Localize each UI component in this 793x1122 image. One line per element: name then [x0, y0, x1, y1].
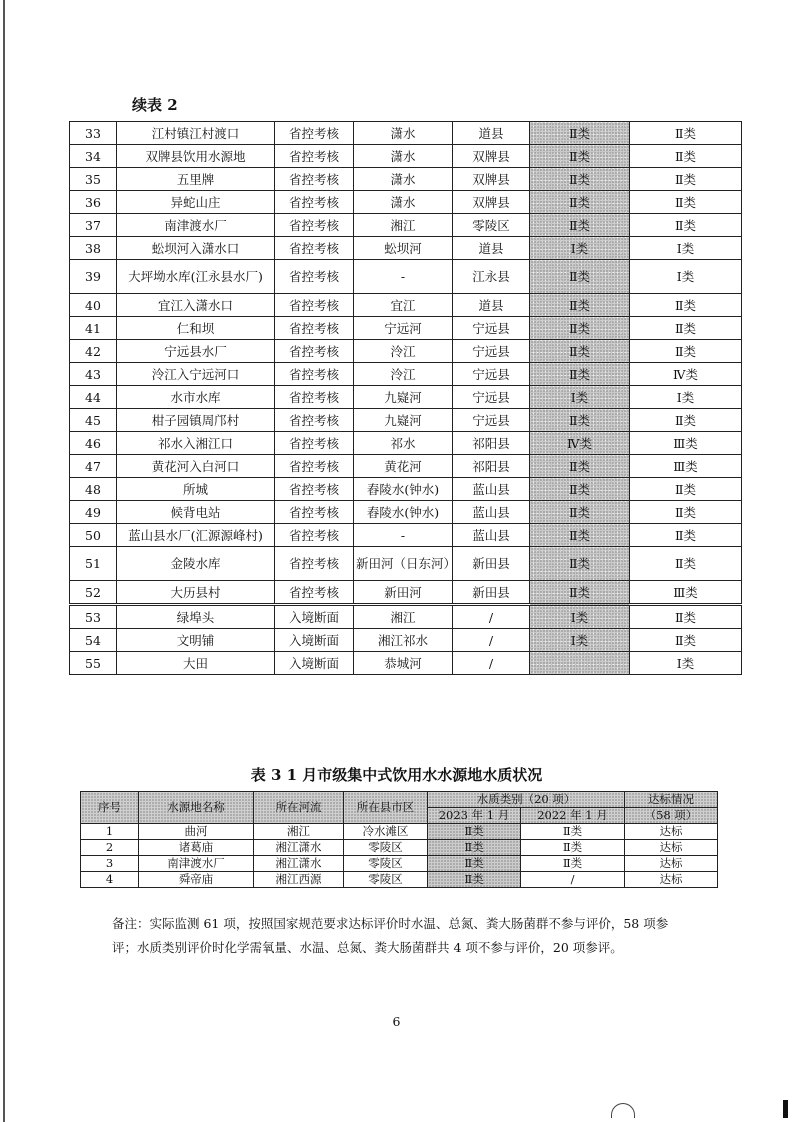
section-name-cell: 南津渡水厂 [117, 214, 275, 237]
section-name-cell: 蓝山县水厂(汇源源峰村) [117, 524, 275, 547]
row-number-cell: 4 [81, 872, 139, 888]
section-name-cell: 蚣坝河入潇水口 [117, 237, 275, 260]
county-cell: 祁阳县 [453, 432, 530, 455]
header-2023: 2023 年 1 月 [428, 808, 521, 824]
river-cell: 湘江 [254, 824, 344, 840]
table3-body [81, 824, 718, 888]
class-2022-cell: Ⅱ类 [521, 856, 625, 872]
section-name-cell: 江村镇江村渡口 [117, 122, 275, 145]
row-number-cell: 3 [81, 856, 139, 872]
class-2023-cell: Ⅱ类 [530, 191, 630, 214]
river-cell: 黄花河 [354, 455, 453, 478]
county-cell: 双牌县 [453, 191, 530, 214]
section-type-cell: 省控考核 [275, 524, 354, 547]
class-2023-cell: Ⅱ类 [530, 478, 630, 501]
table3-title: 表 3 1 月市级集中式饮用水水源地水质状况 [250, 766, 543, 784]
class-2022-cell: Ⅱ类 [630, 605, 742, 629]
table-row [70, 386, 742, 409]
county-cell: 双牌县 [453, 145, 530, 168]
class-2023-cell: Ⅰ类 [530, 605, 630, 629]
section-name-cell: 所城 [117, 478, 275, 501]
class-2023-cell: Ⅱ类 [530, 581, 630, 605]
county-cell: 宁远县 [453, 386, 530, 409]
section-name-cell: 柑子园镇周邝村 [117, 409, 275, 432]
table-row [70, 652, 742, 675]
table-row [70, 122, 742, 145]
section-type-cell: 省控考核 [275, 478, 354, 501]
county-cell: / [453, 652, 530, 675]
table-row [70, 214, 742, 237]
river-cell: 潇水 [354, 122, 453, 145]
header-river: 所在河流 [254, 792, 344, 824]
class-2023-cell: Ⅱ类 [530, 547, 630, 581]
row-number-cell: 36 [70, 191, 117, 214]
table-row [70, 547, 742, 581]
county-cell: 新田县 [453, 581, 530, 605]
river-cell: - [354, 260, 453, 294]
river-cell: 泠江 [354, 363, 453, 386]
class-2022-cell: Ⅲ类 [630, 432, 742, 455]
class-2023-cell: Ⅱ类 [428, 856, 521, 872]
section-name-cell: 绿埠头 [117, 605, 275, 629]
class-2022-cell: Ⅱ类 [521, 824, 625, 840]
county-cell: 蓝山县 [453, 501, 530, 524]
county-cell: 冷水滩区 [344, 824, 428, 840]
compliance-cell: 达标 [625, 840, 718, 856]
row-number-cell: 47 [70, 455, 117, 478]
class-2022-cell: Ⅱ类 [630, 409, 742, 432]
section-name-cell: 仁和坝 [117, 317, 275, 340]
county-cell: 零陵区 [344, 856, 428, 872]
class-2023-cell: Ⅱ类 [530, 317, 630, 340]
class-2022-cell: Ⅱ类 [630, 191, 742, 214]
continued-table-title: 续表 2 [132, 96, 178, 114]
class-2023-cell: Ⅱ类 [530, 501, 630, 524]
class-2022-cell: Ⅰ类 [630, 260, 742, 294]
class-2023-cell: Ⅱ类 [428, 824, 521, 840]
table-row [70, 260, 742, 294]
section-type-cell: 省控考核 [275, 455, 354, 478]
section-name-cell: 大田 [117, 652, 275, 675]
header-2022: 2022 年 1 月 [521, 808, 625, 824]
class-2023-cell: Ⅱ类 [530, 122, 630, 145]
river-cell: 湘江 [354, 605, 453, 629]
class-2023-cell: Ⅱ类 [530, 363, 630, 386]
county-cell: 宁远县 [453, 363, 530, 386]
section-type-cell: 省控考核 [275, 409, 354, 432]
class-2023-cell: Ⅱ类 [530, 260, 630, 294]
row-number-cell: 49 [70, 501, 117, 524]
section-type-cell: 入境断面 [275, 605, 354, 629]
section-name-cell: 宁远县水厂 [117, 340, 275, 363]
scan-corner-mark [783, 1100, 788, 1118]
header-compliance-group: 达标情况 [625, 792, 718, 808]
river-cell: 祁水 [354, 432, 453, 455]
county-cell: / [453, 605, 530, 629]
county-cell: 道县 [453, 237, 530, 260]
page-number: 6 [392, 1014, 401, 1029]
class-2023-cell: Ⅱ类 [428, 840, 521, 856]
river-cell: 湘江西源 [254, 872, 344, 888]
section-type-cell: 省控考核 [275, 214, 354, 237]
row-number-cell: 39 [70, 260, 117, 294]
source-name-cell: 诸葛庙 [139, 840, 254, 856]
class-2022-cell: Ⅱ类 [630, 294, 742, 317]
row-number-cell: 34 [70, 145, 117, 168]
class-2023-cell: Ⅱ类 [530, 145, 630, 168]
class-2023-cell [530, 652, 630, 675]
section-type-cell: 省控考核 [275, 168, 354, 191]
table-row [70, 581, 742, 605]
water-quality-table-continued [69, 121, 742, 675]
county-cell: 蓝山县 [453, 478, 530, 501]
table2-body [70, 122, 742, 675]
class-2022-cell: Ⅱ类 [630, 547, 742, 581]
table-row [81, 824, 718, 840]
class-2022-cell: Ⅱ类 [630, 524, 742, 547]
table-row [70, 237, 742, 260]
section-type-cell: 省控考核 [275, 386, 354, 409]
row-number-cell: 50 [70, 524, 117, 547]
river-cell: 九嶷河 [354, 409, 453, 432]
row-number-cell: 2 [81, 840, 139, 856]
section-name-cell: 大坪坳水库(江永县水厂) [117, 260, 275, 294]
river-cell: 潇水 [354, 191, 453, 214]
scan-left-edge [3, 0, 5, 1122]
source-name-cell: 南津渡水厂 [139, 856, 254, 872]
class-2022-cell: Ⅱ类 [630, 122, 742, 145]
row-number-cell: 43 [70, 363, 117, 386]
class-2022-cell: Ⅱ类 [630, 168, 742, 191]
county-cell: 零陵区 [344, 872, 428, 888]
county-cell: 零陵区 [344, 840, 428, 856]
section-name-cell: 金陵水库 [117, 547, 275, 581]
section-type-cell: 省控考核 [275, 145, 354, 168]
section-name-cell: 泠江入宁远河口 [117, 363, 275, 386]
county-cell: / [453, 629, 530, 652]
table-row [70, 145, 742, 168]
county-cell: 道县 [453, 294, 530, 317]
section-type-cell: 省控考核 [275, 294, 354, 317]
table-row [70, 605, 742, 629]
row-number-cell: 52 [70, 581, 117, 605]
row-number-cell: 46 [70, 432, 117, 455]
class-2022-cell: Ⅲ类 [630, 581, 742, 605]
class-2022-cell: Ⅰ类 [630, 386, 742, 409]
row-number-cell: 37 [70, 214, 117, 237]
river-cell: 潇水 [354, 168, 453, 191]
table-row [70, 191, 742, 214]
table-row [81, 856, 718, 872]
table-row [70, 501, 742, 524]
table-row [70, 455, 742, 478]
table-row [70, 340, 742, 363]
scan-mark [611, 1103, 635, 1118]
compliance-cell: 达标 [625, 872, 718, 888]
class-2023-cell: Ⅱ类 [530, 524, 630, 547]
compliance-cell: 达标 [625, 856, 718, 872]
class-2022-cell: Ⅱ类 [630, 340, 742, 363]
table-row [81, 872, 718, 888]
class-2022-cell: Ⅰ类 [630, 652, 742, 675]
header-source: 水源地名称 [139, 792, 254, 824]
class-2023-cell: Ⅱ类 [428, 872, 521, 888]
row-number-cell: 54 [70, 629, 117, 652]
table-row [70, 629, 742, 652]
section-type-cell: 省控考核 [275, 122, 354, 145]
section-type-cell: 省控考核 [275, 363, 354, 386]
section-name-cell: 大历县村 [117, 581, 275, 605]
row-number-cell: 40 [70, 294, 117, 317]
class-2022-cell: Ⅱ类 [630, 501, 742, 524]
class-2023-cell: Ⅱ类 [530, 409, 630, 432]
section-type-cell: 省控考核 [275, 340, 354, 363]
section-type-cell: 省控考核 [275, 260, 354, 294]
table-row [70, 432, 742, 455]
row-number-cell: 44 [70, 386, 117, 409]
row-number-cell: 1 [81, 824, 139, 840]
class-2023-cell: Ⅳ类 [530, 432, 630, 455]
table-row [70, 524, 742, 547]
river-cell: 宜江 [354, 294, 453, 317]
class-2022-cell: Ⅱ类 [630, 629, 742, 652]
source-name-cell: 舜帝庙 [139, 872, 254, 888]
row-number-cell: 48 [70, 478, 117, 501]
river-cell: 新田河 [354, 581, 453, 605]
section-name-cell: 宜江入潇水口 [117, 294, 275, 317]
class-2022-cell: Ⅱ类 [521, 840, 625, 856]
row-number-cell: 33 [70, 122, 117, 145]
section-type-cell: 省控考核 [275, 501, 354, 524]
row-number-cell: 38 [70, 237, 117, 260]
row-number-cell: 53 [70, 605, 117, 629]
section-name-cell: 水市水库 [117, 386, 275, 409]
county-cell: 蓝山县 [453, 524, 530, 547]
county-cell: 道县 [453, 122, 530, 145]
section-name-cell: 文明铺 [117, 629, 275, 652]
class-2022-cell: Ⅱ类 [630, 478, 742, 501]
section-name-cell: 黄花河入白河口 [117, 455, 275, 478]
class-2022-cell: Ⅰ类 [630, 237, 742, 260]
table-row [70, 363, 742, 386]
class-2023-cell: Ⅰ类 [530, 629, 630, 652]
section-type-cell: 入境断面 [275, 629, 354, 652]
class-2022-cell: Ⅱ类 [630, 317, 742, 340]
river-cell: 湘江 [354, 214, 453, 237]
river-cell: 湘江祁水 [354, 629, 453, 652]
drinking-water-source-table [80, 791, 718, 888]
river-cell: 九嶷河 [354, 386, 453, 409]
header-class-group: 水质类别（20 项） [428, 792, 625, 808]
row-number-cell: 41 [70, 317, 117, 340]
table-row [81, 840, 718, 856]
row-number-cell: 45 [70, 409, 117, 432]
section-type-cell: 省控考核 [275, 547, 354, 581]
section-type-cell: 入境断面 [275, 652, 354, 675]
county-cell: 宁远县 [453, 317, 530, 340]
section-name-cell: 候背电站 [117, 501, 275, 524]
row-number-cell: 51 [70, 547, 117, 581]
river-cell: 恭城河 [354, 652, 453, 675]
river-cell: 舂陵水(钟水) [354, 478, 453, 501]
class-2023-cell: Ⅱ类 [530, 168, 630, 191]
section-name-cell: 异蛇山庄 [117, 191, 275, 214]
section-name-cell: 祁水入湘江口 [117, 432, 275, 455]
county-cell: 江永县 [453, 260, 530, 294]
table-row [70, 317, 742, 340]
table3-header-row-1 [81, 792, 718, 808]
river-cell: 舂陵水(钟水) [354, 501, 453, 524]
class-2023-cell: Ⅰ类 [530, 386, 630, 409]
row-number-cell: 55 [70, 652, 117, 675]
county-cell: 零陵区 [453, 214, 530, 237]
row-number-cell: 42 [70, 340, 117, 363]
header-no: 序号 [81, 792, 139, 824]
river-cell: 湘江潇水 [254, 840, 344, 856]
county-cell: 祁阳县 [453, 455, 530, 478]
class-2023-cell: Ⅱ类 [530, 214, 630, 237]
county-cell: 宁远县 [453, 409, 530, 432]
class-2022-cell: / [521, 872, 625, 888]
class-2022-cell: Ⅲ类 [630, 455, 742, 478]
river-cell: 潇水 [354, 145, 453, 168]
class-2023-cell: Ⅱ类 [530, 455, 630, 478]
river-cell: 蚣坝河 [354, 237, 453, 260]
county-cell: 宁远县 [453, 340, 530, 363]
class-2022-cell: Ⅱ类 [630, 214, 742, 237]
table-row [70, 409, 742, 432]
section-type-cell: 省控考核 [275, 432, 354, 455]
compliance-cell: 达标 [625, 824, 718, 840]
class-2023-cell: Ⅱ类 [530, 340, 630, 363]
river-cell: - [354, 524, 453, 547]
source-name-cell: 曲河 [139, 824, 254, 840]
county-cell: 双牌县 [453, 168, 530, 191]
class-2023-cell: Ⅱ类 [530, 294, 630, 317]
class-2022-cell: Ⅳ类 [630, 363, 742, 386]
class-2023-cell: Ⅰ类 [530, 237, 630, 260]
footnote: 备注：实际监测 61 项，按照国家规范要求达标评价时水温、总氮、粪大肠菌群不参与评价，58 项参评；水质类别评价时化学需氧量、水温、总氮、粪大肠菌群共 4 项不参与评价，20 项参评。 [112, 916, 669, 955]
table-row [70, 294, 742, 317]
river-cell: 宁远河 [354, 317, 453, 340]
section-type-cell: 省控考核 [275, 581, 354, 605]
section-type-cell: 省控考核 [275, 317, 354, 340]
table-row [70, 168, 742, 191]
row-number-cell: 35 [70, 168, 117, 191]
section-name-cell: 五里牌 [117, 168, 275, 191]
header-compliance-items: （58 项） [625, 808, 718, 824]
river-cell: 泠江 [354, 340, 453, 363]
table-row [70, 478, 742, 501]
county-cell: 新田县 [453, 547, 530, 581]
header-county: 所在县市区 [344, 792, 428, 824]
section-type-cell: 省控考核 [275, 191, 354, 214]
class-2022-cell: Ⅱ类 [630, 145, 742, 168]
section-type-cell: 省控考核 [275, 237, 354, 260]
river-cell: 湘江潇水 [254, 856, 344, 872]
section-name-cell: 双牌县饮用水源地 [117, 145, 275, 168]
river-cell: 新田河（日东河） [354, 547, 453, 581]
